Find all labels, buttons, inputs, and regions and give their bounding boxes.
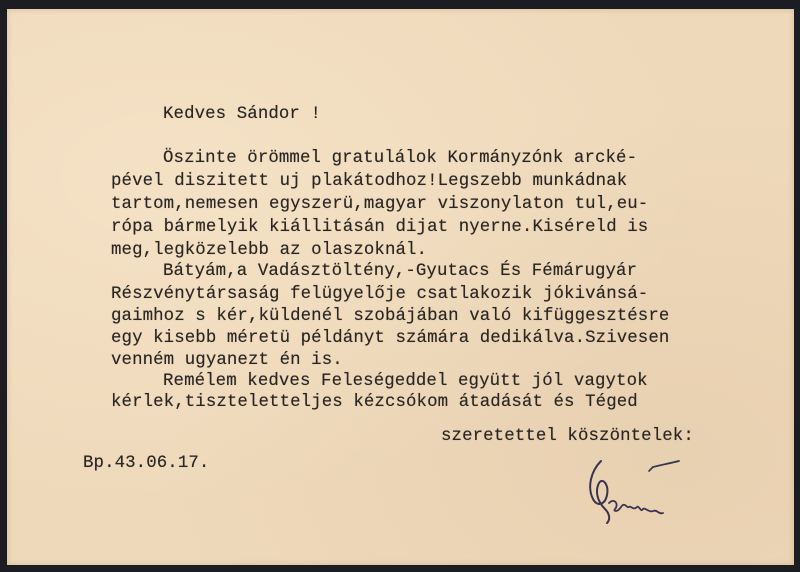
letter-line: venném ugyanezt én is. — [111, 351, 343, 370]
closing: szeretettel köszöntelek: — [441, 427, 694, 446]
letter-line: tartom,nemesen egyszerü,magyar viszonylaton tul,eu- — [111, 195, 649, 214]
letter-line: meg,legközelebb az olaszoknál. — [111, 241, 428, 260]
salutation: Kedves Sándor ! — [163, 105, 322, 124]
letter-line: Remélem kedves Feleségeddel együtt jól vagytok — [163, 372, 648, 391]
letter-line: kérlek,tiszteletteljes kézcsókom átadását és Téged — [111, 393, 638, 412]
letter-line: pével diszitett uj plakátodhoz!Legszebb munkádnak — [111, 172, 628, 191]
handwritten-signature — [583, 457, 683, 537]
letter-line: rópa bármelyik kiállitásán dijat nyerne.Kiséreld is — [111, 218, 649, 237]
letter-line: egy kisebb méretü példányt számára dedikálva.Szivesen — [111, 329, 670, 348]
letter-line: Bátyám,a Vadásztöltény,-Gyutacs És Fémárugyár — [163, 262, 638, 281]
postcard — [7, 9, 794, 565]
letter-line: Öszinte örömmel gratulálok Kormányzónk arcké- — [163, 149, 638, 168]
date: Bp.43.06.17. — [83, 454, 210, 473]
letter-line: Részvénytársaság felügyelője csatlakozik jókivánsá- — [111, 285, 649, 304]
letter-line: gaimhoz s kér,küldenél szobájában való kifüggesztésre — [111, 307, 670, 326]
